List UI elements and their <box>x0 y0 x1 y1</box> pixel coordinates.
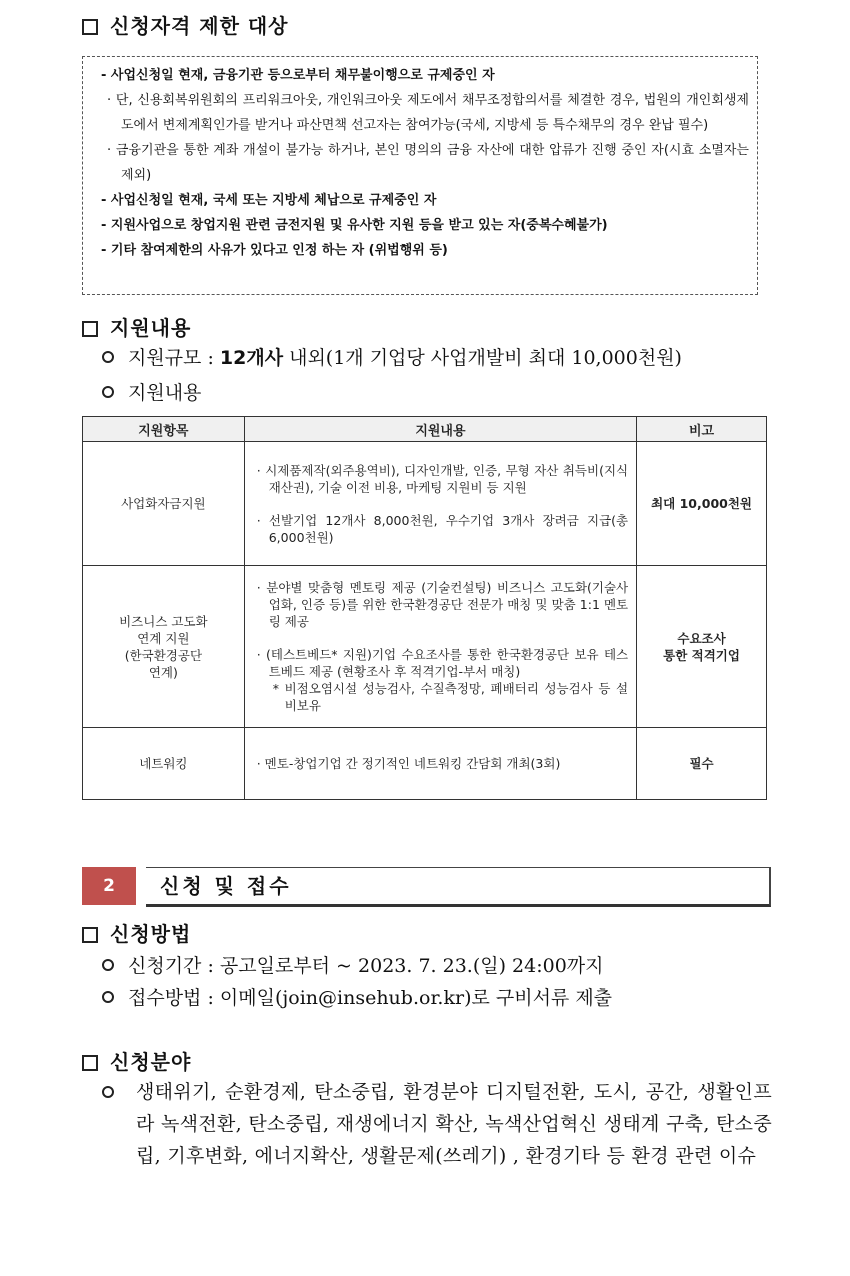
note-line: 통한 적격기업 <box>663 647 740 663</box>
cell-note <box>637 728 767 800</box>
circle-bullet-icon <box>102 1086 114 1098</box>
header-note: 비고 <box>637 417 767 442</box>
content-bullet: · (테스트베드* 지원)기업 수요조사를 통한 한국환경공단 보유 테스트베드 제공 (현황조사 후 적격기업-부서 매칭) <box>256 647 629 679</box>
table-header-row <box>83 417 767 442</box>
item-line: 비즈니스 고도화 <box>119 613 208 629</box>
support-scale: 지원규모 : 12개사 내외(1개 기업당 사업개발비 최대 10,000천원) <box>102 343 682 370</box>
restriction-item: - 사업신청일 현재, 금융기관 등으로부터 채무불이행으로 규제중인 자 <box>101 68 495 83</box>
table-row <box>83 442 767 566</box>
cell-item <box>83 442 245 566</box>
content-bullet: · 멘토-창업기업 간 정기적인 네트워킹 간담회 개최(3회) <box>256 756 561 771</box>
content-bullet: · 분야별 맞춤형 멘토링 제공 (기술컨설팅) 비즈니스 고도화(기술사업화, 인증 등)를 위한 한국환경공단 전문가 매칭 및 맞춤 1:1 멘토링 제공 <box>256 580 629 629</box>
restrict-heading: 신청자격 제한 대상 <box>82 10 289 39</box>
restriction-item: - 기타 참여제한의 사유가 있다고 인정 하는 자 (위법행위 등) <box>101 243 448 258</box>
item-line: 연계 지원 <box>137 630 190 646</box>
checkbox-square-icon <box>82 321 98 337</box>
apply-submit: 접수방법 : 이메일(join@insehub.or.kr)로 구비서류 제출 <box>102 983 612 1010</box>
cell-content <box>244 566 636 728</box>
restriction-box <box>82 56 758 295</box>
table-row <box>83 728 767 800</box>
cell-content <box>244 728 636 800</box>
checkbox-square-icon <box>82 927 98 943</box>
support-heading: 지원내용 <box>82 312 191 341</box>
restriction-item: - 지원사업으로 창업지원 관련 금전지원 및 유사한 지원 등을 받고 있는 자(중복수혜불가) <box>101 218 608 233</box>
note-line: 최대 10,000천원 <box>651 496 752 511</box>
header-item: 지원항목 <box>83 417 245 442</box>
support-table <box>82 416 767 800</box>
circle-bullet-icon <box>102 386 114 398</box>
header-content: 지원내용 <box>244 417 636 442</box>
cell-note <box>637 566 767 728</box>
cell-content <box>244 442 636 566</box>
section-number: 2 <box>82 867 136 905</box>
restriction-subitem: · 단, 신용회복위원회의 프리워크아웃, 개인워크아웃 제도에서 채무조정합의서를 체결한 경우, 법원의 개인회생제도에서 변제계획인가를 받거나 파산면책 선고자는 참여가능(국세, 지방세 등 특수채무의 경우 완납 필수) <box>107 93 749 133</box>
restriction-subitem: · 금융기관을 통한 계좌 개설이 불가능 하거나, 본인 명의의 금융 자산에 대한 압류가 진행 중인 자(시효 소멸자는 제외) <box>107 143 749 183</box>
cell-item <box>83 566 245 728</box>
checkbox-square-icon <box>82 19 98 35</box>
field-heading: 신청분야 <box>82 1046 191 1075</box>
item-line: 사업화자금지원 <box>121 496 206 511</box>
content-note: * 비점오염시설 성능검사, 수질측정망, 폐배터리 성능검사 등 설비보유 <box>272 681 629 713</box>
apply-period: 신청기간 : 공고일로부터 ~ 2023. 7. 23.(일) 24:00까지 <box>102 951 604 978</box>
field-text: 생태위기, 순환경제, 탄소중립, 환경분야 디지털전환, 도시, 공간, 생활인프라 녹색전환, 탄소중립, 재생에너지 확산, 녹색산업혁신 생태계 구축, 탄소중립, 기후변화, 에너지확산, 생활문제(쓰레기) , 환경기타 등 환경 관련 이슈 <box>136 1081 772 1167</box>
circle-bullet-icon <box>102 959 114 971</box>
item-line: (한국환경공단 <box>124 647 203 663</box>
item-line: 연계) <box>148 664 178 680</box>
content-bullet: · 선발기업 12개사 8,000천원, 우수기업 3개사 장려금 지급(총 6,000천원) <box>256 512 629 545</box>
item-line: 네트워킹 <box>139 756 188 771</box>
restriction-item: - 사업신청일 현재, 국세 또는 지방세 체납으로 규제중인 자 <box>101 193 437 208</box>
circle-bullet-icon <box>102 351 114 363</box>
table-row <box>83 566 767 728</box>
note-line: 필수 <box>689 756 714 771</box>
cell-note <box>637 442 767 566</box>
cell-item <box>83 728 245 800</box>
method-heading: 신청방법 <box>82 918 191 947</box>
field-paragraph <box>102 1076 772 1172</box>
section-2-bar <box>82 867 771 905</box>
checkbox-square-icon <box>82 1055 98 1071</box>
section-title: 신청 및 접수 <box>146 867 771 907</box>
note-line: 수요조사 <box>677 630 726 646</box>
content-bullet: · 시제품제작(외주용역비), 디자인개발, 인증, 무형 자산 취득비(지식재산권), 기술 이전 비용, 마케팅 지원비 등 지원 <box>256 462 629 495</box>
support-content-label: 지원내용 <box>102 378 201 405</box>
circle-bullet-icon <box>102 991 114 1003</box>
